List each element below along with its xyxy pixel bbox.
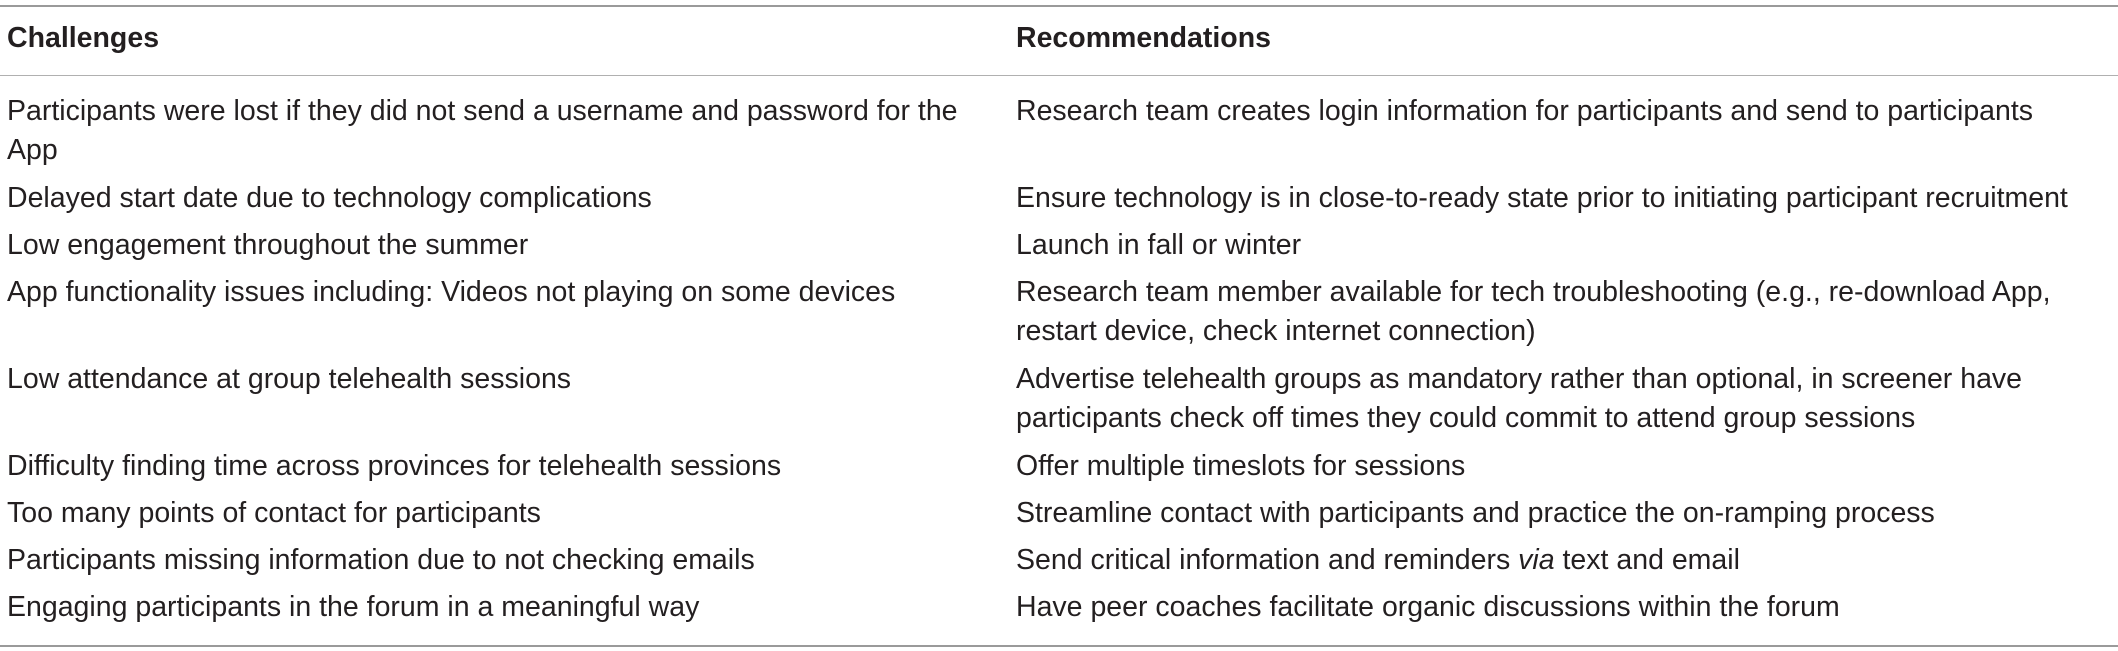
table-row-5-challenge: Low attendance at group telehealth sessions (7, 363, 572, 395)
table-row-4-recommendation: Research team member available for tech troubleshooting (e.g., re-download App, restart device, check internet connection) (1016, 276, 2051, 347)
table-row-2-challenge: Delayed start date due to technology complications (7, 182, 652, 214)
table-row-9-recommendation: Have peer coaches facilitate organic discussions within the forum (1016, 591, 1840, 623)
table-row-6-recommendation: Offer multiple timeslots for sessions (1016, 450, 1466, 482)
table-row-2-recommendation: Ensure technology is in close-to-ready state prior to initiating participant recruitment (1016, 182, 2068, 214)
recommendation-text-post: text and email (1554, 544, 1740, 576)
table-row-1-challenge: Participants were lost if they did not send a username and password for the App (7, 95, 958, 166)
recommendation-text-italic: via (1518, 544, 1555, 576)
table-row-7-recommendation: Streamline contact with participants and practice the on-ramping process (1016, 497, 1935, 529)
table-row-3-recommendation: Launch in fall or winter (1016, 229, 1302, 261)
table-bottom-rule (0, 645, 2118, 647)
header-rule (0, 75, 2118, 76)
table-row-8-recommendation (1016, 541, 2111, 580)
table-row-8-challenge: Participants missing information due to not checking emails (7, 544, 755, 576)
table-row-1-recommendation: Research team creates login information for participants and send to participants (1016, 95, 2034, 127)
recommendation-text-pre: Send critical information and reminders (1016, 544, 1519, 576)
table-row-3-challenge: Low engagement throughout the summer (7, 229, 529, 261)
table-row-9-challenge: Engaging participants in the forum in a meaningful way (7, 591, 700, 623)
header-challenges: Challenges (7, 22, 160, 54)
header-recommendations: Recommendations (1016, 22, 1271, 54)
table-row-5-recommendation: Advertise telehealth groups as mandatory rather than optional, in screener have participants check off times they could commit to attend group sessions (1016, 363, 2023, 434)
table-row-7-challenge: Too many points of contact for participants (7, 497, 541, 529)
table-top-rule (0, 5, 2118, 7)
table-row-6-challenge: Difficulty finding time across provinces for telehealth sessions (7, 450, 782, 482)
table-row-4-challenge: App functionality issues including: Videos not playing on some devices (7, 276, 896, 308)
